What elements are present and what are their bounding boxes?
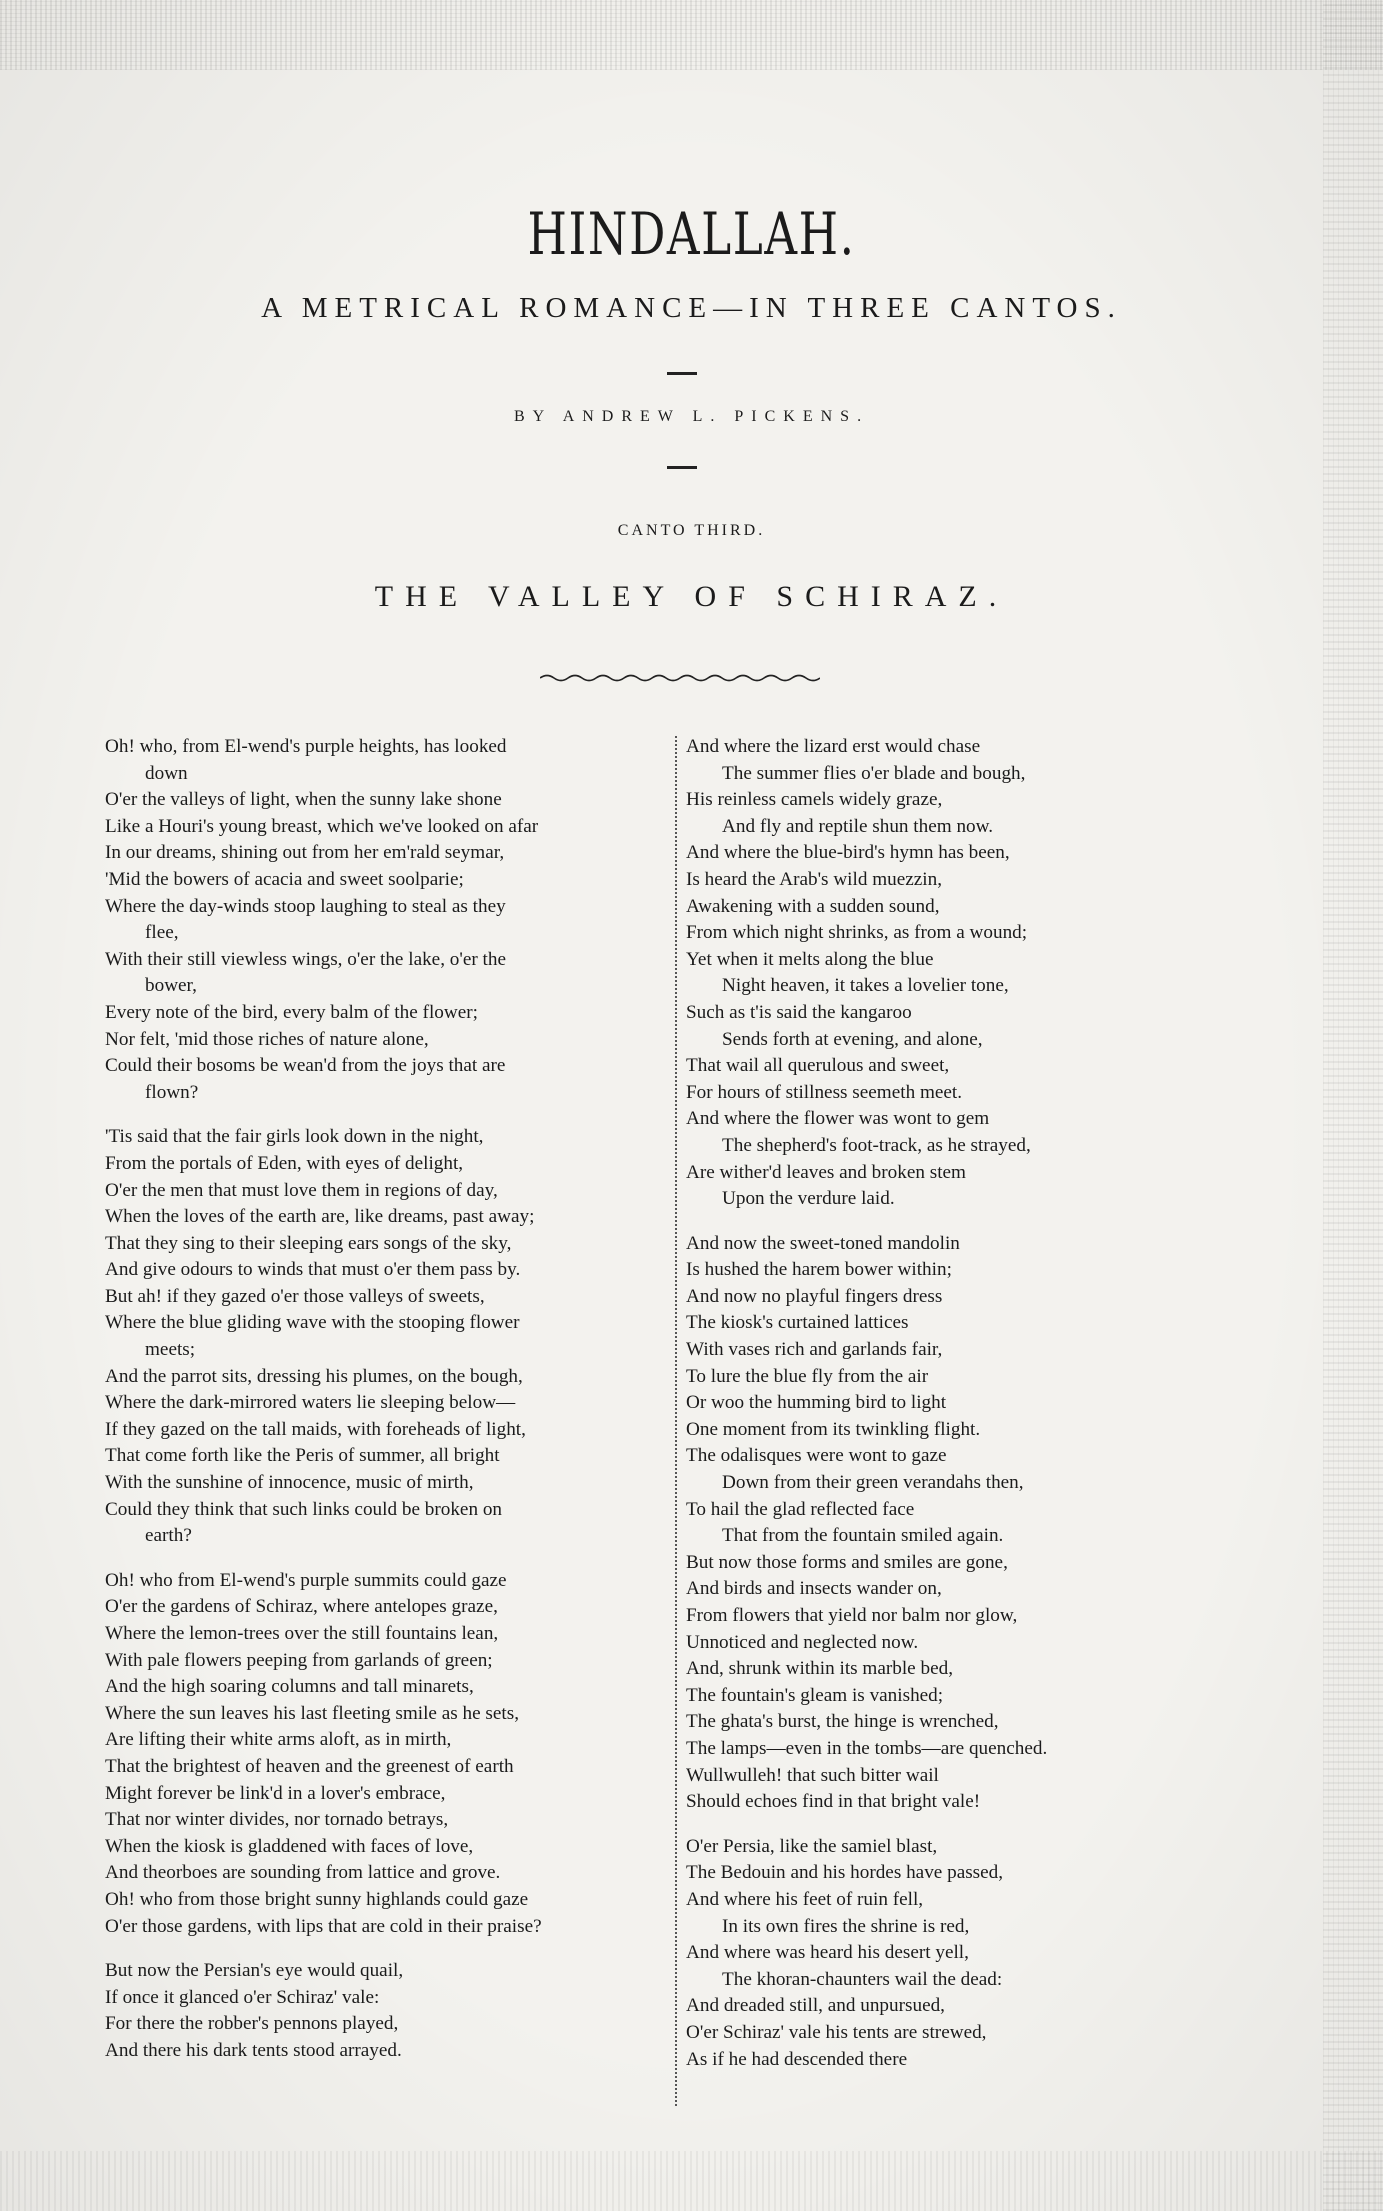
verse-line: But now the Persian's eye would quail, (105, 1960, 404, 1982)
verse-line: And birds and insects wander on, (686, 1578, 942, 1600)
verse-line: Upon the verdure laid. (722, 1188, 895, 1210)
verse-line: With their still viewless wings, o'er the lake, o'er the (105, 948, 506, 970)
verse-line: meets; (145, 1339, 196, 1361)
verse-line: Yet when it melts along the blue (686, 948, 934, 970)
verse-line: Should echoes find in that bright vale! (686, 1791, 981, 1813)
verse-line: That nor winter divides, nor tornado betrays, (105, 1809, 449, 1831)
stanza (686, 1231, 1256, 1816)
verse-line: O'er Schiraz' vale his tents are strewed, (686, 2021, 987, 2043)
verse-line: And now no playful fingers dress (686, 1285, 943, 1307)
verse-line: Oh! who, from El-wend's purple heights, has looked (105, 736, 507, 757)
verse-line: flee, (145, 922, 179, 944)
verse-line: Is heard the Arab's wild muezzin, (686, 868, 943, 890)
verse-line: For hours of stillness seemeth meet. (686, 1081, 963, 1103)
verse-line: earth? (145, 1525, 192, 1547)
verse-line: Are lifting their white arms aloft, as in mirth, (105, 1729, 452, 1751)
verse-line: The fountain's gleam is vanished; (686, 1684, 944, 1706)
verse-line: O'er Persia, like the samiel blast, (686, 1835, 938, 1857)
verse-line: His reinless camels widely graze, (686, 789, 943, 811)
section-title: THE VALLEY OF SCHIRAZ. (374, 580, 1009, 613)
verse-line: And, shrunk within its marble bed, (686, 1658, 953, 1680)
verse-line: That the brightest of heaven and the greenest of earth (105, 1755, 514, 1777)
verse-line: And where the blue-bird's hymn has been, (686, 842, 1010, 864)
verse-line: Where the dark-mirrored waters lie sleeping below— (105, 1392, 516, 1414)
stanza (105, 1124, 675, 1550)
verse-line: Where the blue gliding wave with the stooping flower (105, 1312, 520, 1334)
verse-line: With pale flowers peeping from garlands of green; (105, 1649, 493, 1671)
verse-line: And fly and reptile shun them now. (722, 815, 994, 837)
verse-line: Could their bosoms be wean'd from the joys that are (105, 1055, 506, 1077)
right-column (686, 734, 1256, 2091)
column-divider (675, 736, 677, 2106)
verse-line: down (145, 762, 188, 784)
verse-line: Is hushed the harem bower within; (686, 1259, 952, 1281)
verse-line: One moment from its twinkling flight. (686, 1418, 981, 1440)
stanza (686, 1834, 1256, 2073)
stanza (105, 1568, 675, 1940)
verse-line: And the parrot sits, dressing his plumes, on the bough, (105, 1365, 523, 1387)
verse-line: From the portals of Eden, with eyes of delight, (105, 1152, 464, 1174)
verse-line: But ah! if they gazed o'er those valleys of sweets, (105, 1285, 485, 1307)
verse-line: And give odours to winds that must o'er them pass by. (105, 1259, 521, 1281)
verse-line: That from the fountain smiled again. (722, 1525, 1004, 1547)
verse-line: When the kiosk is gladdened with faces of love, (105, 1835, 474, 1857)
verse-line: The summer flies o'er blade and bough, (722, 762, 1026, 784)
verse-line: Or woo the humming bird to light (686, 1392, 947, 1414)
verse-line: And where the flower was wont to gem (686, 1108, 990, 1130)
verse-line: Are wither'd leaves and broken stem (686, 1161, 966, 1183)
scan-noise-top (0, 0, 1383, 70)
verse-line: Where the day-winds stoop laughing to steal as they (105, 895, 506, 917)
verse-line: For there the robber's pennons played, (105, 2013, 399, 2035)
verse-line: Sends forth at evening, and alone, (722, 1028, 983, 1050)
verse-line: That wail all querulous and sweet, (686, 1055, 950, 1077)
verse-line: That come forth like the Peris of summer, all bright (105, 1445, 500, 1467)
verse-line: But now those forms and smiles are gone, (686, 1551, 1008, 1573)
verse-line: And where was heard his desert yell, (686, 1942, 969, 1964)
verse-line: Could they think that such links could be broken on (105, 1498, 503, 1520)
verse-line: The odalisques were wont to gaze (686, 1445, 947, 1467)
verse-line: With the sunshine of innocence, music of mirth, (105, 1472, 474, 1494)
verse-line: And where his feet of ruin fell, (686, 1888, 924, 1910)
verse-line: In its own fires the shrine is red, (722, 1915, 970, 1937)
verse-line: 'Tis said that the fair girls look down in the night, (105, 1126, 484, 1148)
verse-line: The khoran-chaunters wail the dead: (722, 1968, 1003, 1990)
verse-line: Every note of the bird, every balm of the flower; (105, 1001, 478, 1023)
verse-line: Oh! who from El-wend's purple summits could gaze (105, 1569, 507, 1591)
verse-line: If they gazed on the tall maids, with foreheads of light, (105, 1418, 526, 1440)
verse-line: Such as t'is said the kangaroo (686, 1001, 912, 1023)
stanza (105, 1958, 675, 2064)
verse-line: Might forever be link'd in a lover's embrace, (105, 1782, 446, 1804)
verse-line: In our dreams, shining out from her em'rald seymar, (105, 842, 505, 864)
verse-line: bower, (145, 975, 197, 997)
verse-line: Like a Houri's young breast, which we've looked on afar (105, 815, 539, 837)
verse-line: Where the sun leaves his last fleeting smile as he sets, (105, 1702, 520, 1724)
verse-line: Awakening with a sudden sound, (686, 895, 940, 917)
separator-dash-2 (667, 466, 697, 469)
verse-line: As if he had descended there (686, 2048, 908, 2070)
verse-line: To hail the glad reflected face (686, 1498, 915, 1520)
poem-title: HINDALLAH. (527, 200, 856, 268)
verse-line: To lure the blue fly from the air (686, 1365, 929, 1387)
verse-line: When the loves of the earth are, like dreams, past away; (105, 1206, 535, 1228)
verse-line: If once it glanced o'er Schiraz' vale: (105, 1986, 380, 2008)
verse-line: And where the lizard erst would chase (686, 736, 981, 757)
stanza (105, 734, 675, 1106)
verse-line: O'er the gardens of Schiraz, where antelopes graze, (105, 1596, 498, 1618)
verse-line: And theorboes are sounding from lattice and grove. (105, 1862, 501, 1884)
scan-noise-right (1323, 0, 1383, 2211)
verse-line: Night heaven, it takes a lovelier tone, (722, 975, 1009, 997)
verse-line: 'Mid the bowers of acacia and sweet soolparie; (105, 868, 464, 890)
verse-line: And the high soaring columns and tall minarets, (105, 1676, 474, 1698)
scan-noise-bottom (0, 2151, 1383, 2211)
verse-line: Wullwulleh! that such bitter wail (686, 1764, 939, 1786)
verse-line: The shepherd's foot-track, as he strayed, (722, 1134, 1031, 1156)
poem-subtitle: A METRICAL ROMANCE—IN THREE CANTOS. (261, 292, 1122, 324)
verse-line: With vases rich and garlands fair, (686, 1339, 943, 1361)
stanza (686, 734, 1256, 1213)
separator-dash-1 (667, 372, 697, 375)
verse-line: Where the lemon-trees over the still fountains lean, (105, 1623, 499, 1644)
verse-line: The Bedouin and his hordes have passed, (686, 1862, 1004, 1884)
left-column (105, 734, 675, 2083)
verse-line: O'er the men that must love them in regions of day, (105, 1179, 498, 1201)
decorative-flourish (540, 672, 820, 684)
verse-line: And dreaded still, and unpursued, (686, 1995, 945, 2017)
canto-heading: CANTO THIRD. (617, 522, 766, 539)
verse-line: O'er the valleys of light, when the sunny lake shone (105, 789, 502, 811)
verse-line: Nor felt, 'mid those riches of nature alone, (105, 1028, 429, 1050)
verse-line: O'er those gardens, with lips that are cold in their praise? (105, 1915, 542, 1937)
verse-line: That they sing to their sleeping ears songs of the sky, (105, 1232, 512, 1254)
verse-line: Down from their green verandahs then, (722, 1472, 1024, 1494)
verse-line: The ghata's burst, the hinge is wrenched, (686, 1711, 999, 1733)
verse-line: Unnoticed and neglected now. (686, 1631, 919, 1653)
verse-line: flown? (145, 1081, 199, 1103)
author-byline: BY ANDREW L. PICKENS. (513, 408, 870, 425)
verse-line: The lamps—even in the tombs—are quenched. (686, 1737, 1048, 1759)
verse-line: And there his dark tents stood arrayed. (105, 2039, 402, 2061)
verse-line: Oh! who from those bright sunny highlands could gaze (105, 1888, 529, 1910)
verse-line: And now the sweet-toned mandolin (686, 1232, 960, 1254)
verse-line: From which night shrinks, as from a wound; (686, 922, 1028, 944)
verse-line: The kiosk's curtained lattices (686, 1312, 909, 1334)
verse-line: From flowers that yield nor balm nor glow, (686, 1605, 1018, 1626)
